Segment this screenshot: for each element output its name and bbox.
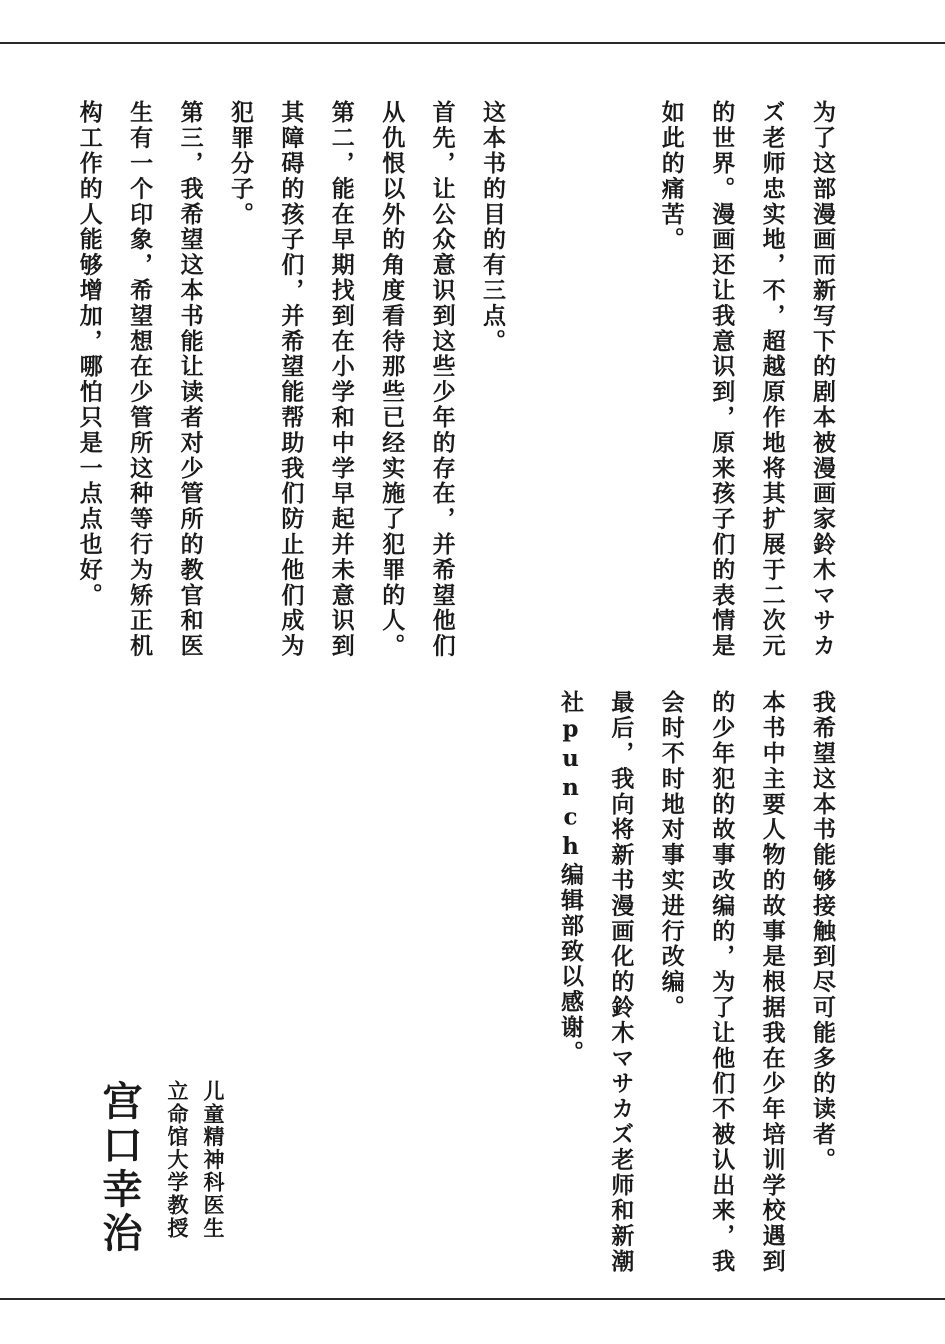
bottom-rule <box>0 1298 945 1300</box>
purpose-paragraph-block <box>63 100 517 660</box>
author-title-line-1: 儿童精神科医生 <box>201 1080 226 1240</box>
paragraph-acknowledgement: 最后，我向将新书漫画化的鈴木マサカズ老师和新潮社punch编辑部致以感谢。 <box>556 690 635 1275</box>
paragraph-story-source: 本书中主要人物的故事是根据我在少年培训学校遇到的少年犯的故事改编的，为了让他们不被认出来，我会时不时地对事实进行改编。 <box>657 690 786 1275</box>
paragraph-purpose-intro: 这本书的目的有三点。 <box>479 100 506 354</box>
author-name: 宫口幸治 <box>96 1080 143 1256</box>
author-signature <box>96 1080 228 1270</box>
paragraph-readers-wish: 我希望这本书能够接触到尽可能多的读者。 <box>809 690 836 1173</box>
paragraph-purpose-third: 第三，我希望这本书能让读者对少管所的教官和医生有一个印象，希望想在少管所这种等行为矫正机构工作的人能够增加，哪怕只是一点点也好。 <box>75 100 204 659</box>
closing-paragraph-block <box>545 690 847 1280</box>
top-rule <box>0 42 945 44</box>
paragraph-manga-adaptation: 为了这部漫画而新写下的剧本被漫画家鈴木マサカズ老师忠实地，不，超越原作地将其扩展于二次元的世界。漫画还让我意识到，原来孩子们的表情是如此的痛苦。 <box>657 100 836 659</box>
intro-paragraph-block <box>645 100 847 660</box>
paragraph-purpose-second: 第二，能在早期找到在小学和中学早起并未意识到其障碍的孩子们，并希望能帮助我们防止他们成为犯罪分子。 <box>226 100 355 659</box>
author-title-line-2: 立命馆大学教授 <box>165 1080 190 1240</box>
paragraph-purpose-first: 首先，让公众意识到这些少年的存在，并希望他们从仇恨以外的角度看待那些已经实施了犯罪的人。 <box>378 100 456 659</box>
